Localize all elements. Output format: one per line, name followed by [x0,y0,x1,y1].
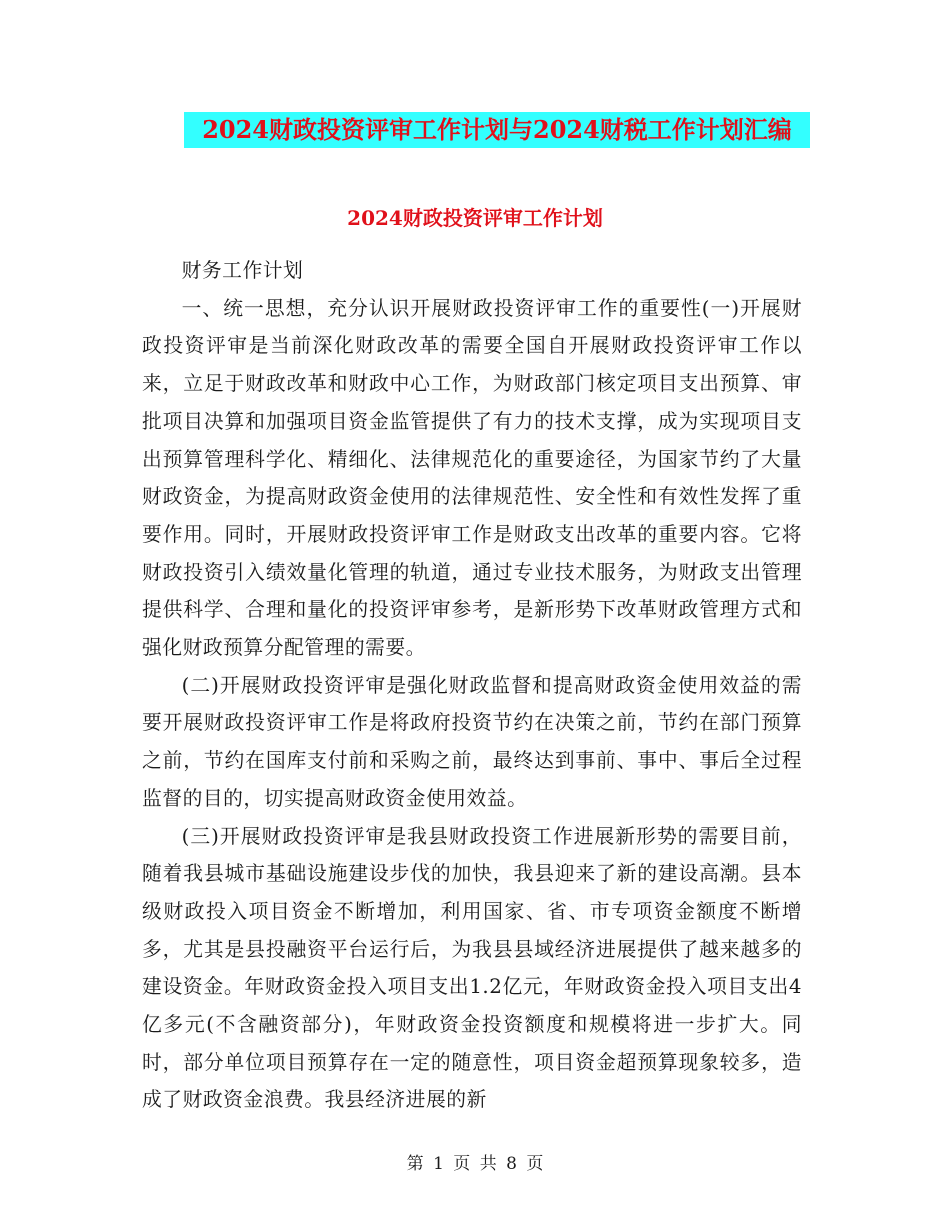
body-paragraph: (三)开展财政投资评审是我县财政投资工作进展新形势的需要目前，随着我县城市基础设施建设步伐的加快，我县迎来了新的建设高潮。县本级财政投入项目资金不断增加，利用国家、省、市专项资金额度不断增多，尤其是县投融资平台运行后，为我县县域经济进展提供了越来越多的建设资金。年财政资金投入项目支出1.2亿元，年财政资金投入项目支出4亿多元(不含融资部分)，年财政资金投资额度和规模将进一步扩大。同时，部分单位项目预算存在一定的随意性，项目资金超预算现象较多，造成了财政资金浪费。我县经济进展的新 [142,824,802,1112]
title-spacer [142,222,802,252]
page-footer: 第 1 页 共 8 页 [406,1154,544,1174]
document-sub-title: 2024财政投资评审工作计划 [347,206,603,230]
document-main-title: 2024财政投资评审工作计划与2024财税工作计划汇编 [184,112,810,148]
body-paragraph: 一、统一思想，充分认识开展财政投资评审工作的重要性(一)开展财政投资评审是当前深化财政改革的需要全国自开展财政投资评审工作以来，立足于财政改革和财政中心工作，为财政部门核定项目支出预算、审批项目决算和加强项目资金监管提供了有力的技术支撑，成为实现项目支出预算管理科学化、精细化、法律规范化的重要途径，为国家节约了大量财政资金，为提高财政资金使用的法律规范性、安全性和有效性发挥了重要作用。同时，开展财政投资评审工作是财政支出改革的重要内容。它将财政投资引入绩效量化管理的轨道，通过专业技术服务，为财政支出管理提供科学、合理和量化的投资评审参考，是新形势下改革财政管理方式和强化财政预算分配管理的需要。 [142,296,802,660]
body-paragraph: 财务工作计划 [181,259,304,282]
body-paragraph: (二)开展财政投资评审是强化财政监督和提高财政资金使用效益的需要开展财政投资评审工作是将政府投资节约在决策之前，节约在部门预算之前，节约在国库支付前和采购之前，最终达到事前、事中、事后全过程监督的目的，切实提高财政资金使用效益。 [142,673,802,810]
document-body [142,222,802,1119]
